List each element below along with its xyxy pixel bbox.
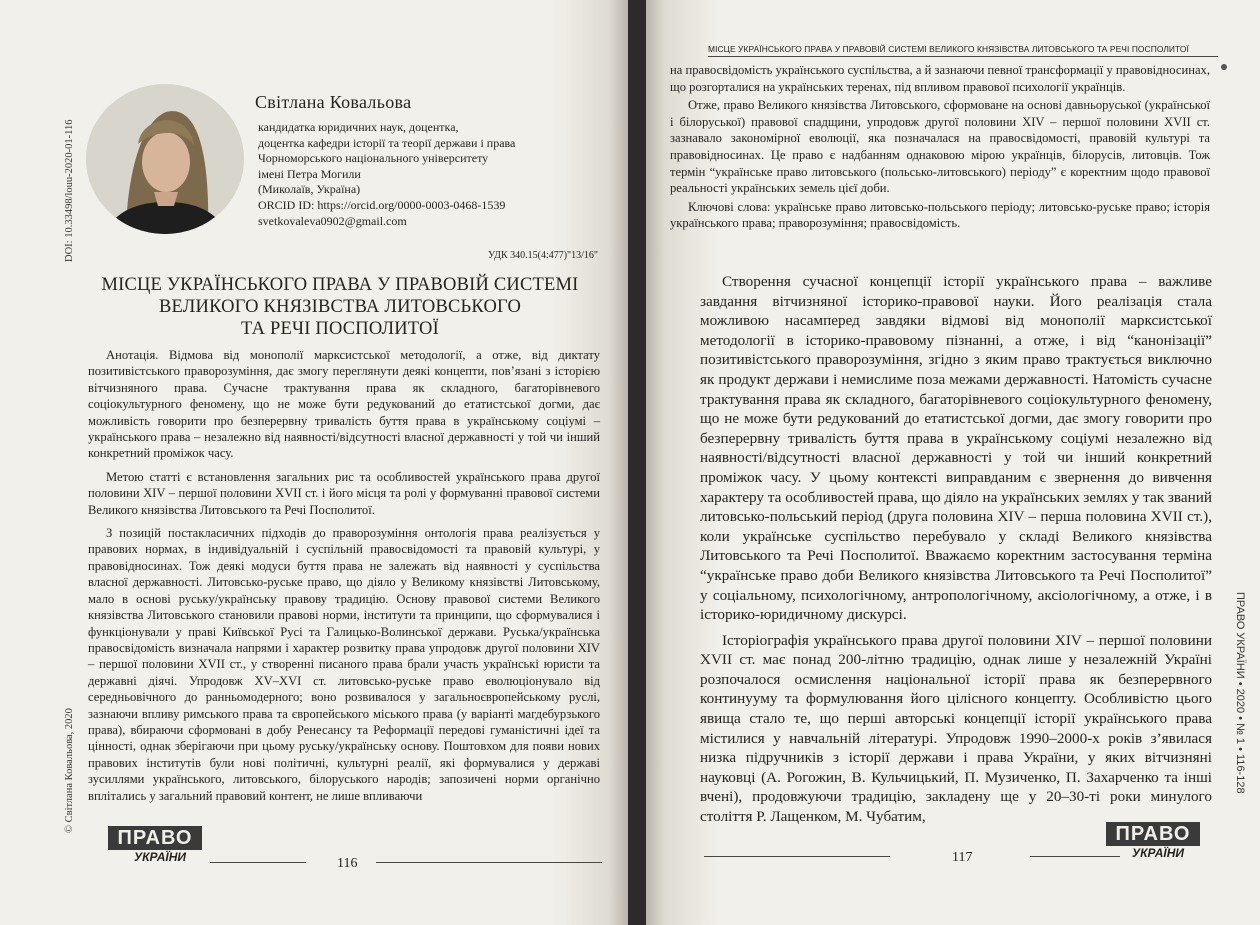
logo-title: ПРАВО [1106,822,1200,846]
author-info-line: кандидатка юридичних наук, доцентка, [258,120,459,134]
main-paragraph: Створення сучасної концепції історії українського права – важливе завдання вітчизняної історико-правової науки. Його реалізація стала можливою насамперед завдяки відмові від монополії марксистської методології в історико-правовому пізнанні, а отже, і від “канонізації” позитивістського праворозуміння, згідно з яким право трактується виключно як продукт держави і немислиме поза межами державності. Натомість сучасне трактування права як складного, багаторівневого соціокультурного феномену, що не може бути редукований до етатистської догми, дає змогу говорити про безперервну тривалість буття права в українському соціумі незалежно від наявності/відсутності власної державності у той чи інший конкретний проміжок часу. У цьому контексті виправданим є звернення до вивчення характеру та особливостей права, що діяло на українських землях у так званий литовсько-польський період (друга половина XIV – перша половина XVII ст.), коли українське суспільство перебувало у складі Великого князівства Литовського та Речі Посполитої. Вважаємо коректним застосування терміна “українське право доби Великого князівства Литовського та Речі Посполитої” у соціальному, психологічному, антропологічному, аксіологічному, а отже, і в історико-юридичному дискурсі. [700,273,1212,624]
author-info-line: (Миколаїв, Україна) [258,182,361,197]
logo-title: ПРАВО [108,826,202,850]
orcid-link[interactable]: ORCID ID: https://orcid.org/0000-0003-0468-1539 [258,197,506,212]
author-info-line: доцентка кафедри історії та теорії держави і права [258,135,516,150]
running-head: МІСЦЕ УКРАЇНСЬКОГО ПРАВА У ПРАВОВІЙ СИСТЕМІ ВЕЛИКОГО КНЯЗІВСТВА ЛИТОВСЬКОГО ТА РЕЧІ ПОСПОЛИТОЇ [708,44,1189,54]
author-email[interactable]: svetkovaleva0902@gmail.com [258,213,407,228]
ink-dot [1221,64,1227,70]
title-line: ТА РЕЧІ ПОСПОЛИТОЇ [241,319,439,339]
main-paragraph: Історіографія українського права другої половини XIV – першої половини XVII ст. має понад 200-літню традицію, однак лише у незалежній Україні розпочалося осмислення національної історії права як безперервного континууму та формулювання його цілісного концепту. Особливістю цього явища стало те, що перші авторські концепції історії українського права містилися у навчальній літературі. Упродовж 1990–2000-х років з’явилася низка підручників з історії держави і права України, у яких вітчизняні науковці (А. Рогожин, В. Кульчицький, П. Музиченко, П. Захарченко та інші вчені), продовжуючи традицію, закладену ще у 20–30-ті роки минулого століття Р. Лащенком, М. Чубатим, [700,631,1212,826]
author-info-line: імені Петра Могили [258,166,361,181]
page-number: 117 [952,850,973,865]
article-title [90,274,590,340]
doi-label: DOI: 10.33498/louu-2020-01-116 [64,119,75,262]
logo-subtitle: УКРАЇНИ [134,850,187,864]
abstract-continued [670,62,1210,234]
abstract-paragraph: на правосвідомість українського суспільства, а й зазнаючи певної трансформації у правовідносинах, що розгорталися на українських теренах, під впливом правової психології українців. [670,63,1210,94]
journal-logo [108,826,202,878]
title-line: МІСЦЕ УКРАЇНСЬКОГО ПРАВА У ПРАВОВІЙ СИСТЕМІ [101,275,579,295]
footer-rule [376,862,602,863]
abstract-paragraph: З позицій постакласичних підходів до праворозуміння онтологія права реалізується у правових нормах, в індивідуальній і суспільній правосвідомості та правовій культурі, у правовідносинах. Тож деякі модуси буття права не залежать від наявності у суспільства власної державності. Литовсько-руське право, що діяло у Великому князівстві Литовському, мало в основі руську/українську правову традицію. Основу правової системи Великого князівства Литовського становили правові норми, інститути та принципи, що сформувалися і функціонували у праві Київської Русі та Галицько-Волинської держави. Руська/українська правосвідомість визначала напрями і характер розвитку права упродовж другої половини XIV – першої половини XVII ст., у створенні писаного права брали участь українські юристи та державні діячі. Упродовж XV–XVI ст. литовсько-руське право еволюціонувало від середньовічного до ранньомодерного; воно розвивалося у загальноєвропейському руслі, зазнаючи впливу римського права та європейського міського права (у варіанті магдебурзького права), вбираючи сформовані в добу Ренесансу та Реформації передові гуманістичні ідеї та цінності, однак зберігаючи при цьому руську/українську основу. Поштовхом для появи нових правових інститутів були нові політичні, культурні реалії, які формувалися у державі зусиллями українського, литовського, білоруського народів; запозичені норми органічно вплітались у загальний правовий контент, не лише впливаючи [88,526,600,803]
author-info-line: Чорноморського національного університету [258,151,489,166]
main-text [700,272,1212,833]
author-name: Світлана Ковальова [255,92,412,112]
keywords: Ключові слова: українське право литовсько-польського періоду; литовсько-руське право; історія українського права; праворозуміння; правосвідомість. [670,199,1210,231]
author-info [258,120,515,229]
header-rule [708,56,1218,57]
journal-side-label: ПРАВО УКРАЇНИ • 2020 • № 1 • 116-128 [1234,592,1246,794]
book-gutter [628,0,646,925]
right-page [646,0,1260,925]
abstract-text [88,347,600,811]
footer-rule [704,856,890,857]
abstract-paragraph: Анотація. Відмова від монополії марксистської методології, а отже, від диктату позитивістського праворозуміння, дає змогу переглянути деякі концепти, пов’язані з історією вітчизняного права. Сучасне трактування права як складного, багаторівневого соціокультурного феномену, що не може бути редукований до етатистської догми, дає можливість говорити про безперервну тривалість буття права в українському соціумі – українського права – незалежно від наявності/відсутності власної державності у той чи інший конкретний проміжок часу. [88,348,600,461]
footer-rule [210,862,306,863]
copyright-label: © Світлана Ковальова, 2020 [64,708,75,833]
left-page [0,0,628,925]
udk-code: УДК 340.15(4:477)"13/16" [488,250,598,261]
abstract-paragraph: Отже, право Великого князівства Литовського, сформоване на основі давньоруської (української і білоруської) правової спадщини, упродовж другої половини XIV – першої половини XVII ст. зазнавало закономірної еволюції, яка позначалася на правосвідомості, правовій культурі та правовідносинах. Це право є надбанням однаковою мірою українців, білорусів, литовців. Тож термін “українське право литовського (польсько-литовського) періоду” є коректним щодо правової реальності українських земель цієї доби. [670,98,1210,196]
author-photo [86,84,244,234]
journal-logo [1106,822,1200,874]
logo-subtitle: УКРАЇНИ [1132,846,1185,860]
abstract-paragraph: Метою статті є встановлення загальних рис та особливостей українського права другої половини XIV – першої половини XVII ст. і його місця та ролі у формуванні правової системи Великого князівства Литовського та Речі Посполитої. [88,469,600,517]
title-line: ВЕЛИКОГО КНЯЗІВСТВА ЛИТОВСЬКОГО [158,297,522,317]
page-number: 116 [337,856,358,871]
